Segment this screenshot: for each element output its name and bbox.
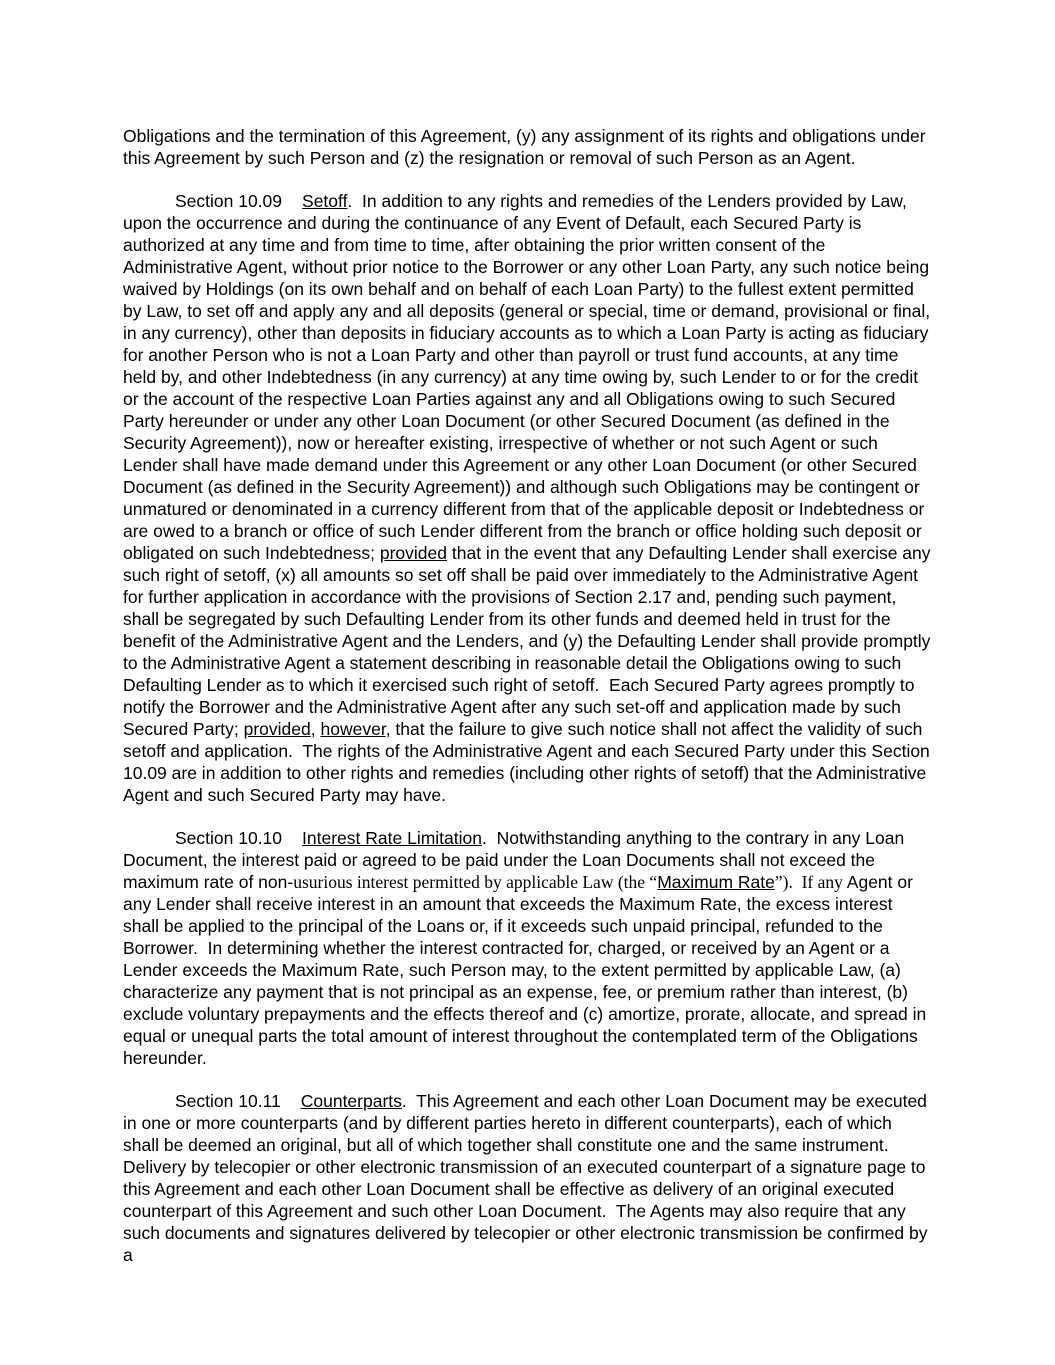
- text-run: . Notwithstanding anything to the contrary in any Loan Document, the interest paid or agreed to be paid under the Loan Documents shall not exceed the maximum rate of non-: [123, 828, 910, 892]
- text-run: . This Agreement and each other Loan Document may be executed in one or more counterparts (and by different parties hereto in different counterparts), each of which shall be deemed an original, but all of which together shall constitute one and the same instrument. Delivery by telecopier or other electronic transmission of an executed counterpart of a signature page to this Agreement and each other Loan Document shall be effective as delivery of an original executed counterpart of this Agreement and such other Loan Document. The Agents may also require that any such documents and signatures delivered by telecopier or other electronic transmission be confirmed by a: [123, 1091, 933, 1265]
- section-10-10-interest-rate-limitation-paragraph: [123, 827, 932, 1069]
- text-run: usurious interest permitted by applicable Law (the “: [293, 872, 658, 892]
- text-run: Section 10.10: [175, 828, 283, 848]
- underlined-text-run: Counterparts: [300, 1091, 402, 1111]
- underlined-text-run: Maximum Rate: [657, 872, 775, 892]
- document-text-block: [123, 125, 936, 1266]
- underlined-text-run: provided: [379, 543, 448, 563]
- section-10-09-setoff-paragraph: [123, 190, 936, 806]
- text-run: Section 10.09: [175, 191, 283, 211]
- text-run: ,: [310, 719, 321, 739]
- text-run: , that the failure to give such notice shall not affect the validity of such setoff and application. The rights of the Administrative Agent and each Secured Party under this Section 10.09 are in addition to other rights and remedies (including other rights of setoff) that the Administrative Agent and such Secured Party may have.: [123, 719, 935, 805]
- text-run: that in the event that any Defaulting Lender shall exercise any such right of setoff, (x) all amounts so set off shall be paid over immediately to the Administrative Agent for further application in accordance with the provisions of Section 2.17 and, pending such payment, shall be segregated by such Defaulting Lender from its other funds and deemed held in trust for the benefit of the Administrative Agent and the Lenders, and (y) the Defaulting Lender shall provide promptly to the Administrative Agent a statement describing in reasonable detail the Obligations owing to such Defaulting Lender as to which it exercised such right of setoff. Each Secured Party agrees promptly to notify the Borrower and the Administrative Agent after any such set-off and application made by such Secured Party;: [123, 543, 936, 739]
- text-run: . In addition to any rights and remedies of the Lenders provided by Law, upon the occurrence and during the continuance of any Event of Default, each Secured Party is authorized at any time and from time to time, after obtaining the prior written consent of the Administrative Agent, without prior notice to the Borrower or any other Loan Party, any such notice being waived by Holdings (on its own behalf and on behalf of each Loan Party) to the fullest extent permitted by Law, to set off and apply any and all deposits (general or special, time or demand, provisional or final, in any currency), other than deposits in fiduciary accounts as to which a Loan Party is acting as fiduciary for another Person who is not a Loan Party and other than payroll or trust fund accounts, at any time held by, and other Indebtedness (in any currency) at any time owing by, such Lender to or for the credit or the account of the respective Loan Parties against any and all Obligations owing to such Secured Party hereunder or under any other Loan Document (or other Secured Document (as defined in the Security Agreement)), now or hereafter existing, irrespective of whether or not such Agent or such Lender shall have made demand under this Agreement or any other Loan Document (or other Secured Document (as defined in the Security Agreement)) and although such Obligations may be contingent or unmatured or denominated in a currency different from that of the applicable deposit or Indebtedness or are owed to a branch or office of such Lender different from the branch or office holding such deposit or obligated on such Indebtedness;: [123, 191, 935, 563]
- continuation-paragraph: [123, 125, 932, 169]
- underlined-text-run: provided: [243, 719, 311, 739]
- text-run: Obligations and the termination of this Agreement, (y) any assignment of its rights and obligations under this Agreement by such Person and (z) the resignation or removal of such Person as an Agent.: [123, 126, 931, 168]
- text-run: Section 10.11: [175, 1091, 281, 1111]
- text-run: ”). If any: [774, 872, 843, 892]
- underlined-text-run: however: [320, 719, 386, 739]
- text-run: Agent or any Lender shall receive interest in an amount that exceeds the Maximum Rate, the excess interest shall be applied to the principal of the Loans or, if it exceeds such unpaid principal, refunded to the Borrower. In determining whether the interest contracted for, charged, or received by an Agent or a Lender exceeds the Maximum Rate, such Person may, to the extent permitted by applicable Law, (a) characterize any payment that is not principal as an expense, fee, or premium rather than interest, (b) exclude voluntary prepayments and the effects thereof and (c) amortize, prorate, allocate, and spread in equal or unequal parts the total amount of interest throughout the contemplated term of the Obligations hereunder.: [123, 872, 932, 1068]
- underlined-text-run: Setoff: [302, 191, 348, 211]
- underlined-text-run: Interest Rate Limitation: [302, 828, 482, 848]
- section-10-11-counterparts-paragraph: [123, 1090, 932, 1266]
